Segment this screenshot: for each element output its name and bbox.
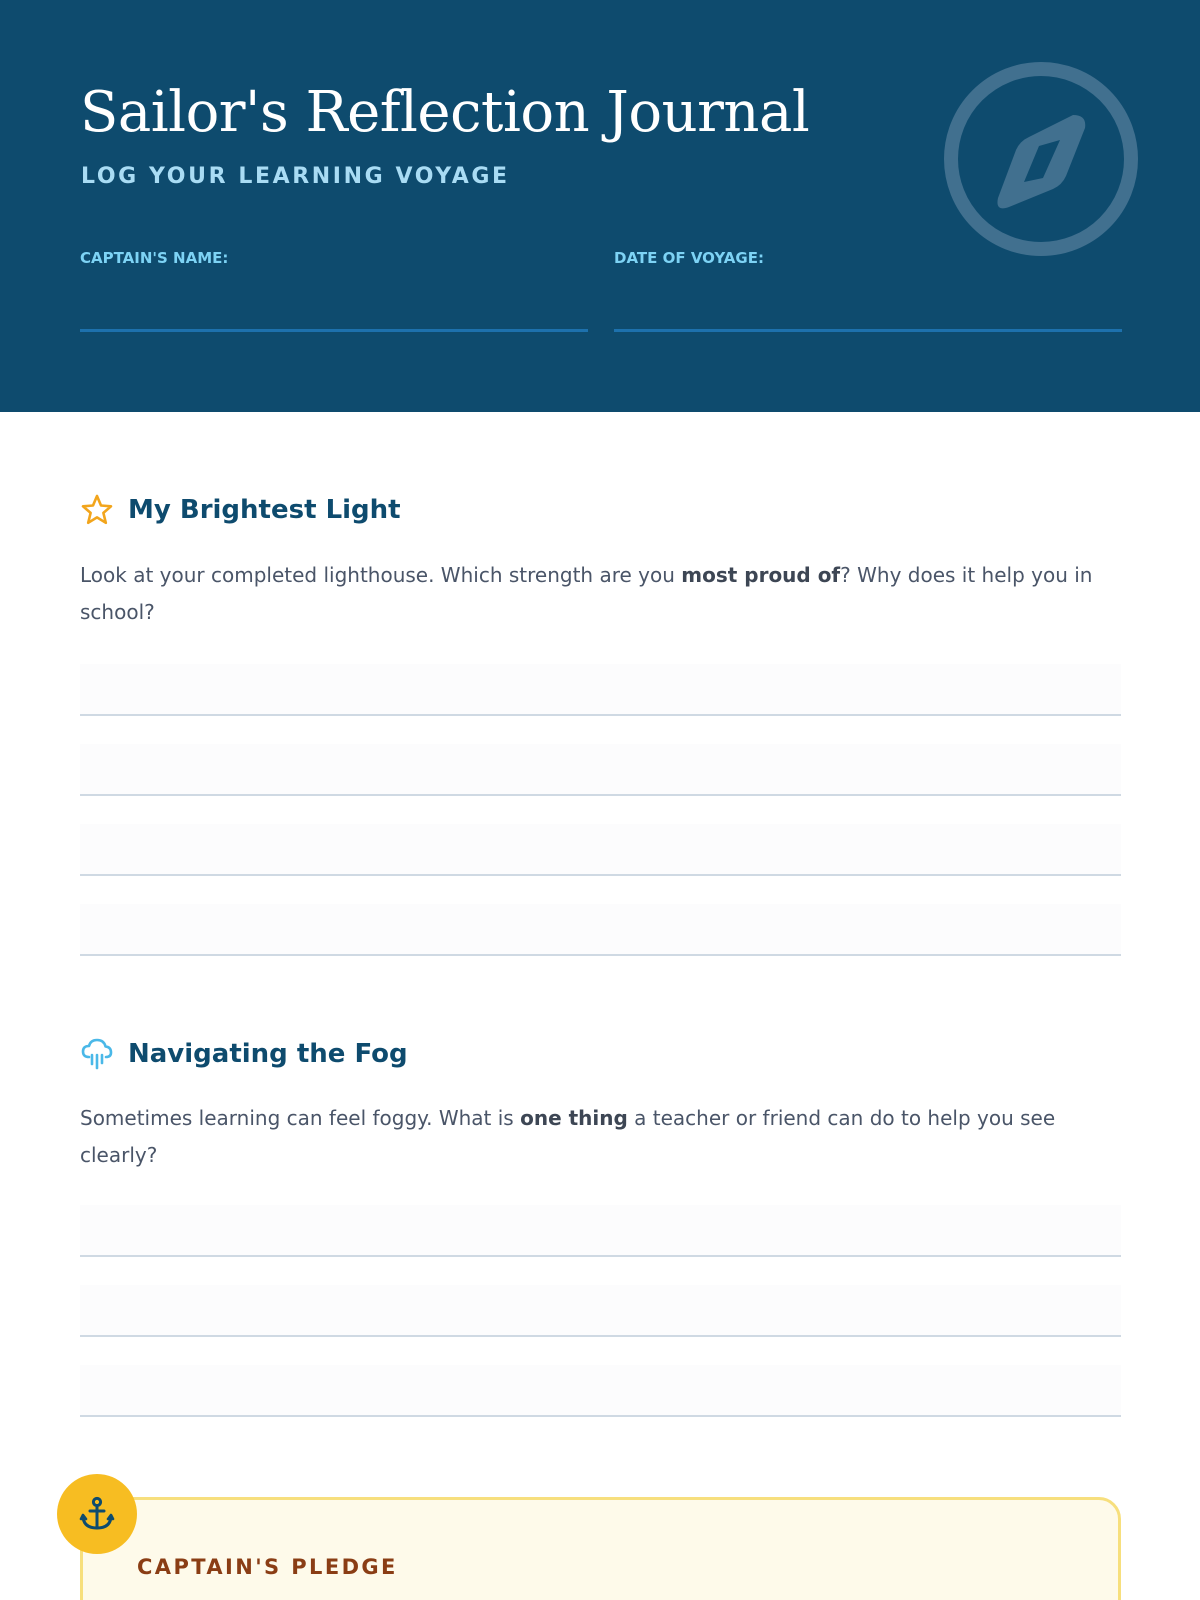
- cloud-fog-icon: [80, 1037, 114, 1071]
- answer-line[interactable]: [80, 824, 1121, 876]
- pledge-title: CAPTAIN'S PLEDGE: [137, 1555, 398, 1579]
- anchor-badge: [57, 1474, 137, 1554]
- captain-name-input[interactable]: [80, 290, 588, 332]
- page-subtitle: LOG YOUR LEARNING VOYAGE: [81, 164, 510, 189]
- answer-line[interactable]: [80, 1205, 1121, 1257]
- answer-line[interactable]: [80, 744, 1121, 796]
- section-brightest-light-heading: [80, 493, 401, 527]
- answer-line[interactable]: [80, 664, 1121, 716]
- section-title: Navigating the Fog: [128, 1039, 408, 1069]
- compass-icon: [942, 60, 1140, 258]
- answer-line[interactable]: [80, 1365, 1121, 1417]
- answer-line[interactable]: [80, 1285, 1121, 1337]
- section-prompt: Look at your completed lighthouse. Which strength are you most proud of? Why does it help you in school?: [80, 563, 1093, 624]
- voyage-date-label: DATE OF VOYAGE:: [614, 249, 764, 267]
- answer-line[interactable]: [80, 904, 1121, 956]
- star-icon: [80, 493, 114, 527]
- voyage-date-input[interactable]: [614, 290, 1122, 332]
- page-title: Sailor's Reflection Journal: [80, 80, 810, 145]
- section-title: My Brightest Light: [128, 495, 401, 525]
- section-prompt: Sometimes learning can feel foggy. What is one thing a teacher or friend can do to help you see clearly?: [80, 1106, 1056, 1167]
- journal-header: [0, 0, 1200, 412]
- anchor-icon: [78, 1495, 116, 1533]
- captains-pledge-card: [80, 1497, 1121, 1600]
- captain-name-label: CAPTAIN'S NAME:: [80, 249, 229, 267]
- section-navigating-fog-heading: [80, 1037, 408, 1071]
